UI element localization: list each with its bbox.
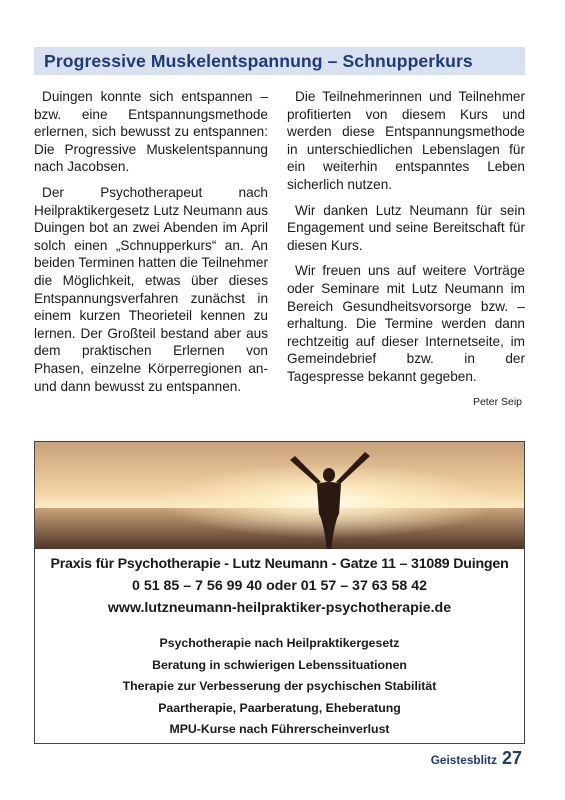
article-title-bar [34,47,525,75]
service-item: Therapie zur Verbesserung der psychischen Stabilität [122,679,437,693]
service-item: MPU-Kurse nach Führerscheinverlust [169,722,390,736]
article-paragraph: Wir danken Lutz Neumann für sein Engagement und seine Bereitschaft für diesen Kurs. [287,202,525,253]
practice-website-link[interactable]: www.lutzneumann-heilpraktiker-psychotherapie.de [107,600,452,616]
author-signature: Peter Seip [472,396,522,408]
page-footer [431,748,522,769]
service-item: Psychotherapie nach Heilpraktikergesetz [159,636,400,650]
article-paragraph: Der Psychotherapeut nach Heilpraktikergesetz Lutz Neumann aus Duingen bot an zwei Abenden im April solch einen „Schnupperkurs“ an. An beiden Terminen hatten die Teilnehmer die Möglichkeit, etwas über dieses Entspannungsverfahren zunächst in einem kurzen Theorieteil kennen zu lernen. Der Großteil bestand aber aus dem praktischen Erlernen von Phasen, einzelne Körperregionen an- und dann bewusst zu entspannen. [34,184,268,394]
article-column-right [287,88,525,394]
article-paragraph: Wir freuen uns auf weitere Vorträge oder Seminare mit Lutz Neumann im Bereich Gesundheitsvorsorge bzw. – erhaltung. Die Termine werden dann rechtzeitig auf dieser Internetseite, im Gemeindebrief bzw. in der Tagespresse bekannt gegeben. [287,263,525,384]
article-column-left [34,88,268,403]
services-list [35,633,524,741]
practice-address: Praxis für Psychotherapie - Lutz Neumann - Gatze 11 – 31089 Duingen [50,556,509,572]
magazine-name: Geistesblitz [430,753,497,767]
service-item: Beratung in schwierigen Lebenssituationen [152,657,407,672]
advertisement-box [34,441,525,744]
article-paragraph: Duingen konnte sich entspannen – bzw. eine Entspannungsmethode erlernen, sich bewusst zu entspannen: Die Progressive Muskelentspannung nach Jacobsen. [34,89,268,175]
page-number: 27 [501,748,522,768]
sunset-person-photo [35,442,524,549]
practice-phone: 0 51 85 – 7 56 99 40 oder 01 57 – 37 63 58 42 [131,578,428,594]
service-item: Paartherapie, Paarberatung, Eheberatung [158,700,401,715]
article-title: Progressive Muskelentspannung – Schnupperkurs [44,50,473,71]
advertisement-text [35,553,524,741]
article-paragraph: Die Teilnehmerinnen und Teilnehmer profitierten von diesem Kurs und werden diese Entspannungsmethode in unterschiedlichen Lebenslagen für ein weiterhin entspanntes Leben sicherlich nutzen. [287,89,525,192]
